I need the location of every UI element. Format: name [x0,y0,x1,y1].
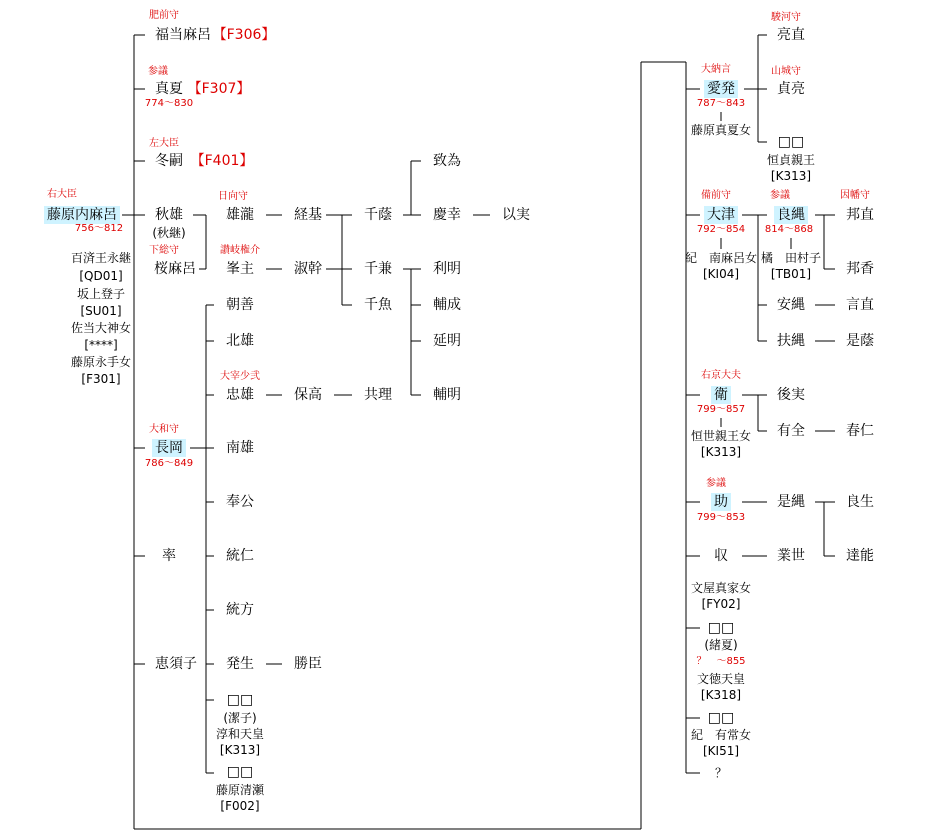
person-name: □□ [777,134,805,150]
person-name: 後実 [777,387,805,403]
person-title: 大和守 [149,424,179,435]
person-years: 774～830 [144,98,194,109]
person-years: 799～857 [696,404,746,415]
root-name: 藤原内麻呂 [44,206,120,224]
person-title: 右京大夫 [701,370,741,381]
person-spouse: 紀 有常女 [690,728,752,742]
person-name: 統方 [226,602,254,618]
person-name: □□ [226,764,254,780]
person-name: 良縄 [774,206,808,224]
person-name: 真夏 [155,81,183,97]
person-alias: (潔子) [223,711,257,725]
person-title: 左大臣 [149,138,179,149]
root-spouse-ref: [SU01] [80,304,122,318]
person-title: 駿河守 [771,12,801,23]
person-ref: [FY02] [701,597,741,611]
person-name: 有全 [777,423,805,439]
person-name: □□ [226,692,254,708]
person-ref: 【F401】 [190,153,254,169]
person-spouse: 淳和天皇 [215,727,265,741]
person-alias: (秋継) [152,226,186,240]
person-alias: (緒夏) [704,638,738,652]
person-years: 787～843 [696,98,746,109]
person-name: ？ [714,766,728,780]
person-ref: [K318] [700,688,742,702]
person-ref: 【F306】 [212,27,276,43]
root-spouse-ref: [QD01] [79,269,123,283]
person-ref: [KI51] [702,744,740,758]
person-name: 恵須子 [155,656,197,672]
person-name: 助 [711,493,731,511]
person-name: 千兼 [364,261,392,277]
root-spouse-ref: [F301] [81,372,121,386]
person-name: 利明 [433,261,461,277]
person-name: 是蔭 [846,333,874,349]
person-name: 率 [162,548,176,564]
person-title: 備前守 [701,190,731,201]
person-title: 日向守 [218,191,248,202]
person-name: 邦直 [846,207,874,223]
person-spouse: 文徳天皇 [696,672,746,686]
person-ref: [K313] [770,169,812,183]
person-name: 是縄 [777,494,805,510]
person-name: 輔明 [433,387,461,403]
person-name: 春仁 [846,423,874,439]
person-name: 千蔭 [364,207,392,223]
person-name: 朝善 [226,297,254,313]
person-name: 扶縄 [777,333,805,349]
person-name: 経基 [294,207,322,223]
person-name: 業世 [777,548,805,564]
person-title: 因幡守 [840,190,870,201]
person-name: 南雄 [226,440,254,456]
person-name: 亮直 [777,27,805,43]
person-name: 忠雄 [226,387,254,403]
person-ref: [KI04] [702,267,740,281]
person-years: ？ ～855 [696,656,746,667]
root-spouse: 藤原永手女 [70,355,132,369]
person-name: 峯主 [226,261,254,277]
root-spouse: 坂上登子 [76,287,126,301]
person-name: 大津 [704,206,738,224]
person-ref: [TB01] [770,267,812,281]
root-spouse: 百済王永継 [70,251,132,265]
person-name: 致為 [433,153,461,169]
person-years: 792～854 [696,224,746,235]
person-name: 淑幹 [294,261,322,277]
person-title: 大納言 [701,64,731,75]
person-ref: [K313] [219,743,261,757]
person-title: 参議 [706,478,726,489]
person-years: 799～853 [696,512,746,523]
person-ref: [F002] [220,799,260,813]
person-title: 下総守 [149,245,179,256]
person-spouse: 藤原清瀬 [215,783,265,797]
person-name: 秋雄 [155,207,183,223]
person-name: 共理 [364,387,392,403]
person-name: 衛 [711,386,731,404]
person-name: 安縄 [777,297,805,313]
person-name: 言直 [846,297,874,313]
person-ref: 【F307】 [187,81,251,97]
person-ref: [K313] [700,445,742,459]
person-title: 参議 [148,66,168,77]
person-name: 邦香 [846,261,874,277]
person-spouse: 文屋真家女 [690,581,752,595]
person-name: 桜麻呂 [154,261,196,277]
person-title: 参議 [770,190,790,201]
person-years: 814～868 [764,224,814,235]
person-name: □□ [707,710,735,726]
person-spouse: 紀 南麻呂女 [684,251,758,265]
person-name: 以実 [502,207,530,223]
person-name: 奉公 [226,494,254,510]
person-spouse: 橘 田村子 [760,251,822,265]
person-name: 保高 [294,387,322,403]
root-spouse: 佐当大神女 [70,321,132,335]
person-title: 山城守 [771,66,801,77]
person-name: 貞亮 [777,81,805,97]
person-name: 良生 [846,494,874,510]
person-spouse: 恒世親王女 [690,429,752,443]
person-name: 収 [714,548,728,564]
person-title: 肥前守 [149,10,179,21]
person-title: 讃岐権介 [220,245,260,256]
person-name: 慶幸 [433,207,461,223]
person-name: 雄瀧 [226,207,254,223]
person-name: 冬嗣 [155,153,183,169]
root-years: 756～812 [74,223,124,234]
person-name: 愛発 [704,80,738,98]
person-name: 発生 [226,656,254,672]
person-name: 統仁 [226,548,254,564]
person-name: 延明 [433,333,461,349]
person-spouse: 恒貞親王 [766,153,816,167]
person-spouse: 藤原真夏女 [690,123,752,137]
person-name: 勝臣 [294,656,322,672]
person-years: 786～849 [144,458,194,469]
person-name: 福当麻呂 [155,27,211,43]
person-name: 北雄 [226,333,254,349]
person-name: 千魚 [364,297,392,313]
person-name: 長岡 [152,439,186,457]
root-title: 右大臣 [47,189,77,200]
person-title: 大宰少弐 [220,371,260,382]
person-name: 輔成 [433,297,461,313]
person-name: 達能 [846,548,874,564]
person-name: □□ [707,620,735,636]
root-spouse-ref: [****] [84,338,118,352]
